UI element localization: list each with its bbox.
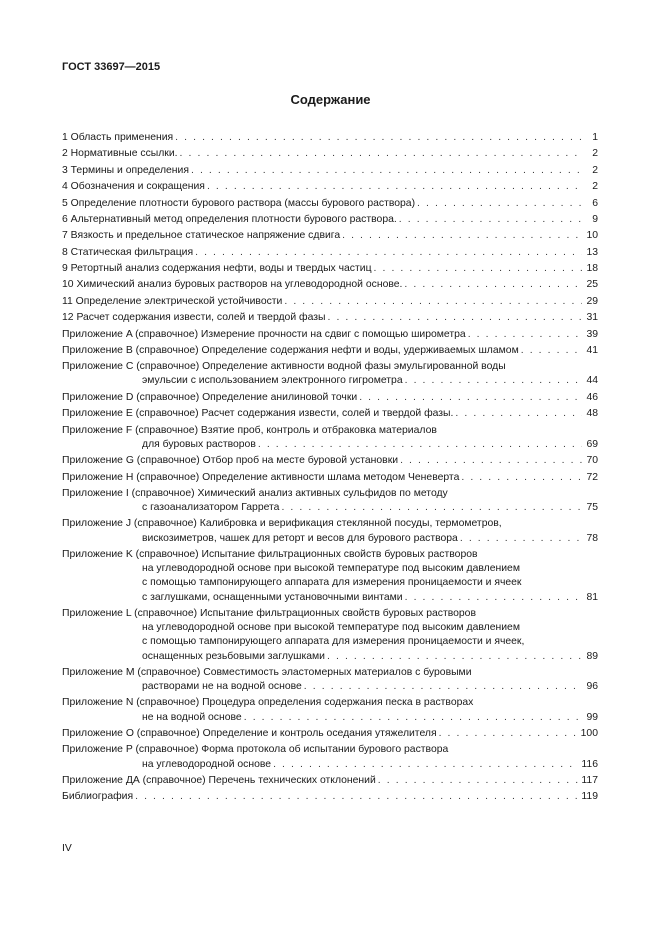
toc-entry[interactable] (62, 180, 598, 194)
toc-entry-line (62, 696, 598, 710)
toc-entry[interactable] (62, 360, 598, 388)
toc-entry-line (62, 374, 598, 388)
toc-page-number: 18 (586, 263, 598, 274)
toc-entry-line (62, 743, 598, 757)
toc-entry-title: Приложение G (справочное) Отбор проб на месте буровой установки (62, 455, 399, 467)
toc-entry-line (62, 650, 598, 664)
toc-entry-title: на углеводородной основе (142, 758, 272, 770)
toc-leader-dots (284, 295, 582, 309)
toc-entry-line (62, 311, 598, 325)
toc-leader-dots (175, 131, 582, 145)
toc-entry-line (62, 635, 598, 649)
toc-entry-line (62, 391, 598, 405)
toc-entry-title: 6 Альтернативный метод определения плотности бурового раствора. (62, 213, 397, 225)
toc-page-number: 70 (586, 455, 598, 467)
toc-entry-line (62, 197, 598, 211)
toc-entry-line (62, 454, 598, 468)
toc-entry-title: на углеводородной основе при высокой температуре под высоким давлением (142, 563, 520, 575)
toc-page-number: 41 (586, 344, 598, 356)
page-title: Содержание (290, 92, 371, 107)
toc-entry-line (62, 344, 598, 358)
toc-page-number: 39 (586, 328, 598, 340)
toc-entry[interactable] (62, 229, 598, 243)
document-code: ГОСТ 33697—2015 (62, 61, 161, 73)
toc-entry-line (62, 680, 598, 694)
toc-leader-dots (359, 391, 582, 405)
toc-entry-line (62, 666, 598, 680)
toc-entry-title: Приложение E (справочное) Расчет содержания извести, солей и твердой фазы. (62, 408, 454, 420)
toc-entry[interactable] (62, 213, 598, 227)
toc-entry[interactable] (62, 311, 598, 325)
toc-entry-title: Приложение C (справочное) Определение активности водной фазы эмульгированной воды (62, 361, 506, 373)
toc-entry-title: Приложение P (справочное) Форма протокола об испытании бурового раствора (62, 744, 449, 756)
toc-entry[interactable] (62, 696, 598, 724)
toc-entry-title: 5 Определение плотности бурового раствора (массы бурового раствора) (62, 197, 416, 209)
toc-page-number: 31 (586, 312, 598, 324)
toc-page-number: 10 (586, 230, 598, 242)
toc-page-number: 78 (586, 532, 598, 544)
toc-entry-title: с помощью тампонирующего аппарата для измерения проницаемости и ячеек, (142, 636, 525, 648)
toc-entry-title: Приложение I (справочное) Химический анализ активных сульфидов по методу (62, 487, 448, 499)
toc-entry-line (62, 278, 598, 292)
toc-entry-line (62, 548, 598, 562)
toc-entry-title: Приложение L (справочное) Испытание фильтрационных свойств буровых растворов (62, 607, 476, 619)
toc-entry-title: Приложение A (справочное) Измерение прочности на сдвиг с помощью широметра (62, 328, 466, 340)
toc-entry-line (62, 164, 598, 178)
toc-entry[interactable] (62, 295, 598, 309)
page-number: IV (62, 843, 72, 854)
toc-entry-title: с заглушками, оснащенными установочными винтами (142, 591, 403, 603)
toc-page-number: 2 (592, 181, 598, 193)
toc-entry-line (62, 246, 598, 260)
toc-entry-title: Приложение O (справочное) Определение и контроль оседания утяжелителя (62, 728, 437, 739)
toc-entry-line (62, 131, 598, 145)
toc-page-number: 25 (586, 279, 598, 291)
toc-page-number: 29 (586, 295, 598, 307)
toc-entry[interactable] (62, 344, 598, 358)
toc-leader-dots (417, 197, 582, 211)
toc-page-number: 96 (586, 681, 598, 693)
toc-entry-line (62, 621, 598, 635)
toc-leader-dots (378, 774, 580, 788)
toc-leader-dots (374, 262, 582, 276)
toc-entry-title: оснащенных резьбовыми заглушками (142, 650, 325, 662)
toc-page-number: 75 (586, 502, 598, 514)
toc-entry-line (62, 532, 598, 546)
toc-entry-title: на углеводородной основе при высокой температуре под высоким давлением (142, 622, 520, 634)
toc-entry-line (62, 360, 598, 374)
toc-entry[interactable] (62, 548, 598, 605)
toc-leader-dots (455, 407, 582, 421)
toc-leader-dots (281, 501, 582, 515)
toc-leader-dots (439, 727, 579, 741)
toc-entry[interactable] (62, 471, 598, 485)
toc-entry-line (62, 774, 598, 788)
toc-leader-dots (244, 711, 582, 725)
toc-page-number: 89 (586, 650, 598, 662)
toc-leader-dots (404, 278, 582, 292)
toc-leader-dots (304, 680, 582, 694)
toc-leader-dots (400, 454, 582, 468)
toc-leader-dots (135, 790, 579, 804)
toc-entry-title: 9 Ретортный анализ содержания нефти, воды и твердых частиц (62, 263, 372, 274)
toc-leader-dots (327, 650, 582, 664)
toc-entry-title: с помощью тампонирующего аппарата для измерения проницаемости и ячеек (142, 577, 522, 589)
toc-entry-title: эмульсии с использованием электронного гигрометра (142, 375, 403, 387)
toc-leader-dots (258, 438, 582, 452)
toc-entry-title: 7 Вязкость и предельное статическое напряжение сдвига (62, 230, 341, 242)
toc-entry-line (62, 438, 598, 452)
toc-entry-title: не на водной основе (142, 711, 242, 723)
toc-entry[interactable] (62, 197, 598, 211)
toc-entry[interactable] (62, 328, 598, 342)
toc-entry-line (62, 487, 598, 501)
toc-page-number: 1 (592, 132, 598, 143)
toc-entry-line (62, 229, 598, 243)
toc-entry[interactable] (62, 454, 598, 468)
toc-entry[interactable] (62, 147, 598, 161)
toc-entry-title: Приложение B (справочное) Определение содержания нефти и воды, удерживаемых шламом (62, 344, 519, 356)
toc-entry[interactable] (62, 487, 598, 515)
toc-leader-dots (405, 374, 582, 388)
toc-entry-line (62, 262, 598, 276)
toc-entry-title: Приложение M (справочное) Совместимость эластомерных материалов с буровыми (62, 666, 472, 678)
toc-leader-dots (468, 328, 582, 342)
toc-entry[interactable] (62, 607, 598, 664)
toc-entry[interactable] (62, 743, 598, 771)
toc-entry[interactable] (62, 424, 598, 452)
toc-entry[interactable] (62, 407, 598, 421)
toc-leader-dots (207, 180, 582, 194)
toc-entry-line (62, 501, 598, 515)
toc-leader-dots (521, 344, 582, 358)
toc-page-number: 119 (581, 791, 598, 803)
toc-page-number: 48 (586, 408, 598, 420)
toc-entry-title: Приложение N (справочное) Процедура определения содержания песка в растворах (62, 697, 474, 709)
toc-entry-line (62, 607, 598, 621)
toc-page-number: 9 (592, 213, 598, 225)
toc-entry-title: вискозиметров, чашек для реторт и весов для бурового раствора (142, 532, 458, 544)
toc-entry-line (62, 517, 598, 531)
table-of-contents (62, 131, 598, 807)
toc-entry[interactable] (62, 246, 598, 260)
toc-entry-title: для буровых растворов (142, 438, 256, 450)
toc-leader-dots (405, 591, 582, 605)
toc-entry-title: 4 Обозначения и сокращения (62, 181, 205, 193)
toc-leader-dots (342, 229, 582, 243)
toc-entry-title: Приложение H (справочное) Определение активности шлама методом Ченеверта (62, 471, 460, 483)
toc-page-number: 99 (586, 711, 598, 723)
toc-entry-title: 10 Химический анализ буровых растворов на углеводородной основе. (62, 279, 403, 291)
toc-entry-title: Приложение F (справочное) Взятие проб, контроль и отбраковка материалов (62, 424, 437, 436)
toc-leader-dots (180, 147, 582, 161)
toc-page-number: 72 (586, 471, 598, 483)
toc-entry-title: Приложение K (справочное) Испытание фильтрационных свойств буровых растворов (62, 549, 478, 560)
toc-page-number: 2 (592, 164, 598, 176)
toc-leader-dots (191, 164, 582, 178)
toc-leader-dots (195, 246, 582, 260)
toc-entry-line (62, 576, 598, 590)
toc-entry-line (62, 295, 598, 309)
toc-entry-title: растворами не на водной основе (142, 681, 302, 693)
toc-leader-dots (461, 471, 582, 485)
toc-entry[interactable] (62, 164, 598, 178)
toc-page-number: 100 (580, 728, 598, 739)
toc-entry-line (62, 180, 598, 194)
toc-page-number: 81 (586, 591, 598, 603)
toc-entry-title: 3 Термины и определения (62, 164, 189, 176)
toc-entry-title: 1 Область применения (62, 132, 174, 143)
toc-entry-title: Приложение D (справочное) Определение анилиновой точки (62, 391, 358, 403)
toc-leader-dots (327, 311, 582, 325)
toc-page-number: 13 (586, 246, 598, 258)
toc-entry-title: Приложение J (справочное) Калибровка и верификация стеклянной посуды, термометров, (62, 518, 502, 530)
toc-page-number: 6 (592, 197, 598, 209)
toc-leader-dots (399, 213, 582, 227)
toc-page-number: 46 (586, 391, 598, 403)
toc-entry-title: 11 Определение электрической устойчивости (62, 295, 283, 307)
toc-leader-dots (460, 532, 582, 546)
toc-entry-line (62, 790, 598, 804)
toc-entry-line (62, 727, 598, 741)
toc-entry-title: с газоанализатором Гаррета (142, 502, 280, 514)
toc-entry-line (62, 758, 598, 772)
toc-entry-line (62, 591, 598, 605)
toc-entry[interactable] (62, 517, 598, 545)
toc-entry-title: Приложение ДА (справочное) Перечень технических отклонений (62, 774, 376, 786)
toc-entry[interactable] (62, 666, 598, 694)
toc-entry-title: 12 Расчет содержания извести, солей и твердой фазы (62, 312, 326, 324)
toc-entry[interactable] (62, 727, 598, 741)
toc-entry-line (62, 471, 598, 485)
toc-entry-line (62, 424, 598, 438)
toc-entry[interactable] (62, 391, 598, 405)
toc-page-number: 2 (592, 148, 598, 160)
toc-entry-line (62, 562, 598, 576)
toc-page-number: 116 (581, 758, 598, 770)
toc-page-number: 69 (586, 438, 598, 450)
toc-entry[interactable] (62, 131, 598, 145)
toc-entry-line (62, 711, 598, 725)
toc-entry-title: Библиография (62, 791, 134, 803)
toc-page-number: 44 (586, 375, 598, 387)
toc-leader-dots (273, 758, 579, 772)
toc-entry-line (62, 213, 598, 227)
toc-entry-line (62, 407, 598, 421)
toc-entry-title: 8 Статическая фильтрация (62, 246, 194, 258)
toc-entry[interactable] (62, 774, 598, 788)
toc-entry-line (62, 147, 598, 161)
toc-entry[interactable] (62, 790, 598, 804)
toc-page-number: 117 (581, 774, 598, 786)
toc-entry[interactable] (62, 262, 598, 276)
toc-entry-line (62, 328, 598, 342)
toc-entry-title: 2 Нормативные ссылки. (62, 148, 178, 160)
toc-entry[interactable] (62, 278, 598, 292)
